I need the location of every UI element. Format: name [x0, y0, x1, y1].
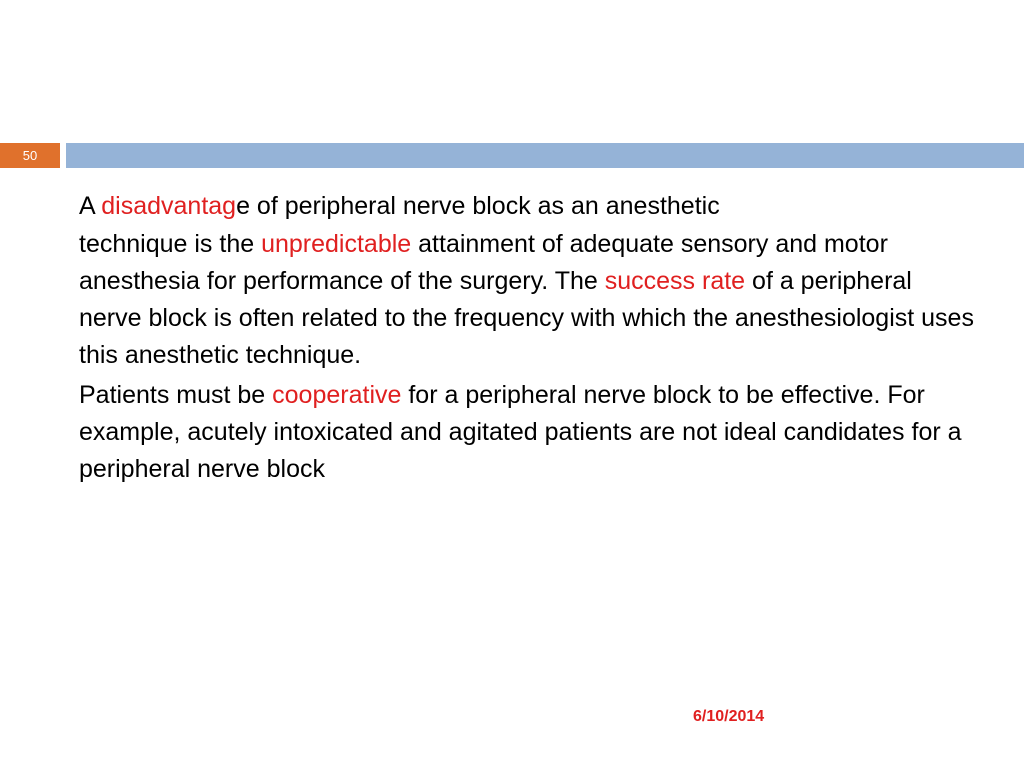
- text-segment: A: [79, 192, 102, 220]
- text-segment: for a peripheral nerve block to be effective. For example, acutely intoxicated and agitated patients are not ideal candidates for a peripheral nerve block: [79, 381, 962, 483]
- paragraph-disadvantage: [79, 186, 979, 374]
- paragraph-continuation: [79, 226, 979, 374]
- text-segment: technique is the: [79, 230, 262, 258]
- highlight-success-rate: success rate: [604, 267, 746, 295]
- highlight-unpredictable: unpredictable: [261, 230, 412, 258]
- slide-body: [79, 186, 979, 488]
- text-segment: Patients must be: [79, 381, 273, 409]
- paragraph-cooperative: [79, 377, 979, 488]
- footer-date: 6/10/2014: [693, 708, 765, 725]
- paragraph-first-line: [79, 186, 979, 226]
- highlight-cooperative: cooperative: [272, 381, 402, 409]
- highlight-disadvantage: disadvantag: [101, 192, 237, 220]
- text-segment: e of peripheral nerve block as an anesthetic: [236, 192, 720, 220]
- text-segment: attainment of adequate sensory and motor anesthesia for performance of the surgery. The: [79, 230, 888, 295]
- header-bar: [66, 143, 1024, 168]
- slide-number: 50: [0, 143, 60, 168]
- text-segment: of a peripheral nerve block is often related to the frequency with which the anesthesiologist uses this anesthetic technique.: [79, 267, 974, 369]
